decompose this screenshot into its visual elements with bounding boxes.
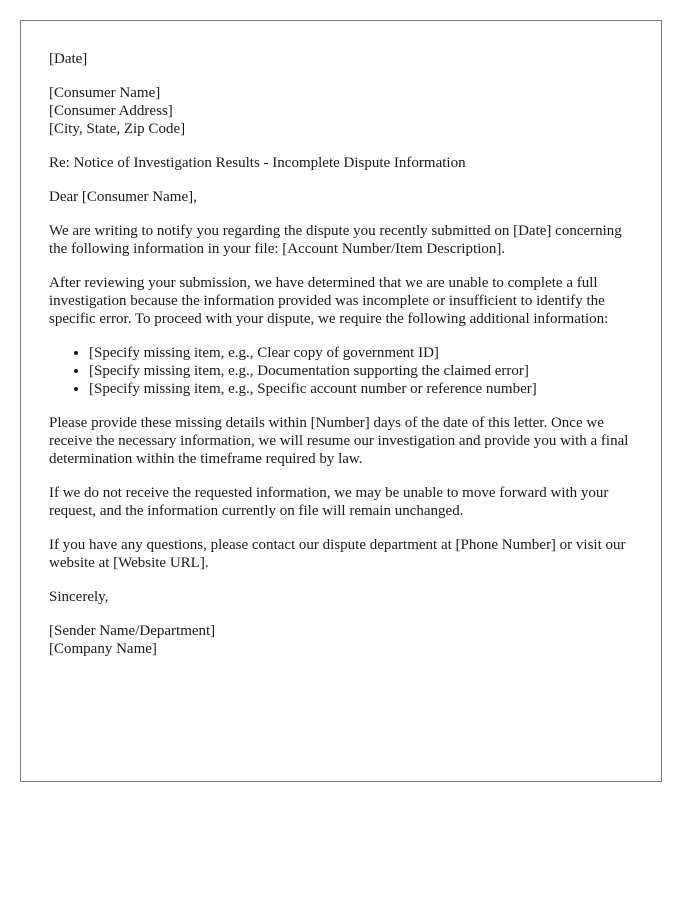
body-paragraph-2: After reviewing your submission, we have determined that we are unable to complete a full investigation because the information provided was incomplete or insufficient to identify the specific error. To proceed with your dispute, we require the following additional information: — [49, 275, 609, 327]
sender-name: [Sender Name/Department] — [49, 623, 216, 639]
subject-line: Re: Notice of Investigation Results - Incomplete Dispute Information — [49, 155, 466, 171]
body-paragraph-4: If we do not receive the requested information, we may be unable to move forward with your request, and the information currently on file will remain unchanged. — [49, 485, 609, 519]
list-item: • [Specify missing item, e.g., Clear copy of government ID] — [89, 344, 633, 362]
valediction: Sincerely, — [49, 589, 109, 605]
body-paragraph-1: We are writing to notify you regarding the dispute you recently submitted on [Date] concerning the following information in your file: [Account Number/Item Description]. — [49, 223, 622, 257]
salutation: Dear [Consumer Name], — [49, 189, 197, 205]
recipient-city-state-zip: [City, State, Zip Code] — [49, 121, 186, 137]
body-paragraph-3: Please provide these missing details within [Number] days of the date of this letter. Once we receive the necessary information, we will resume our investigation and provide you with a final determination within the timeframe required by law. — [49, 415, 629, 467]
body-paragraph-5: If you have any questions, please contact our dispute department at [Phone Number] or visit our website at [Website URL]. — [49, 537, 626, 571]
list-item: • [Specify missing item, e.g., Specific account number or reference number] — [89, 380, 633, 398]
letter-date: [Date] — [49, 51, 88, 67]
recipient-block — [49, 84, 633, 138]
recipient-name: [Consumer Name] — [49, 85, 161, 101]
letter-document — [20, 20, 662, 782]
company-name: [Company Name] — [49, 641, 157, 657]
signature-block — [49, 622, 633, 658]
recipient-address: [Consumer Address] — [49, 103, 173, 119]
missing-items-list — [49, 344, 633, 398]
list-item: • [Specify missing item, e.g., Documentation supporting the claimed error] — [89, 362, 633, 380]
